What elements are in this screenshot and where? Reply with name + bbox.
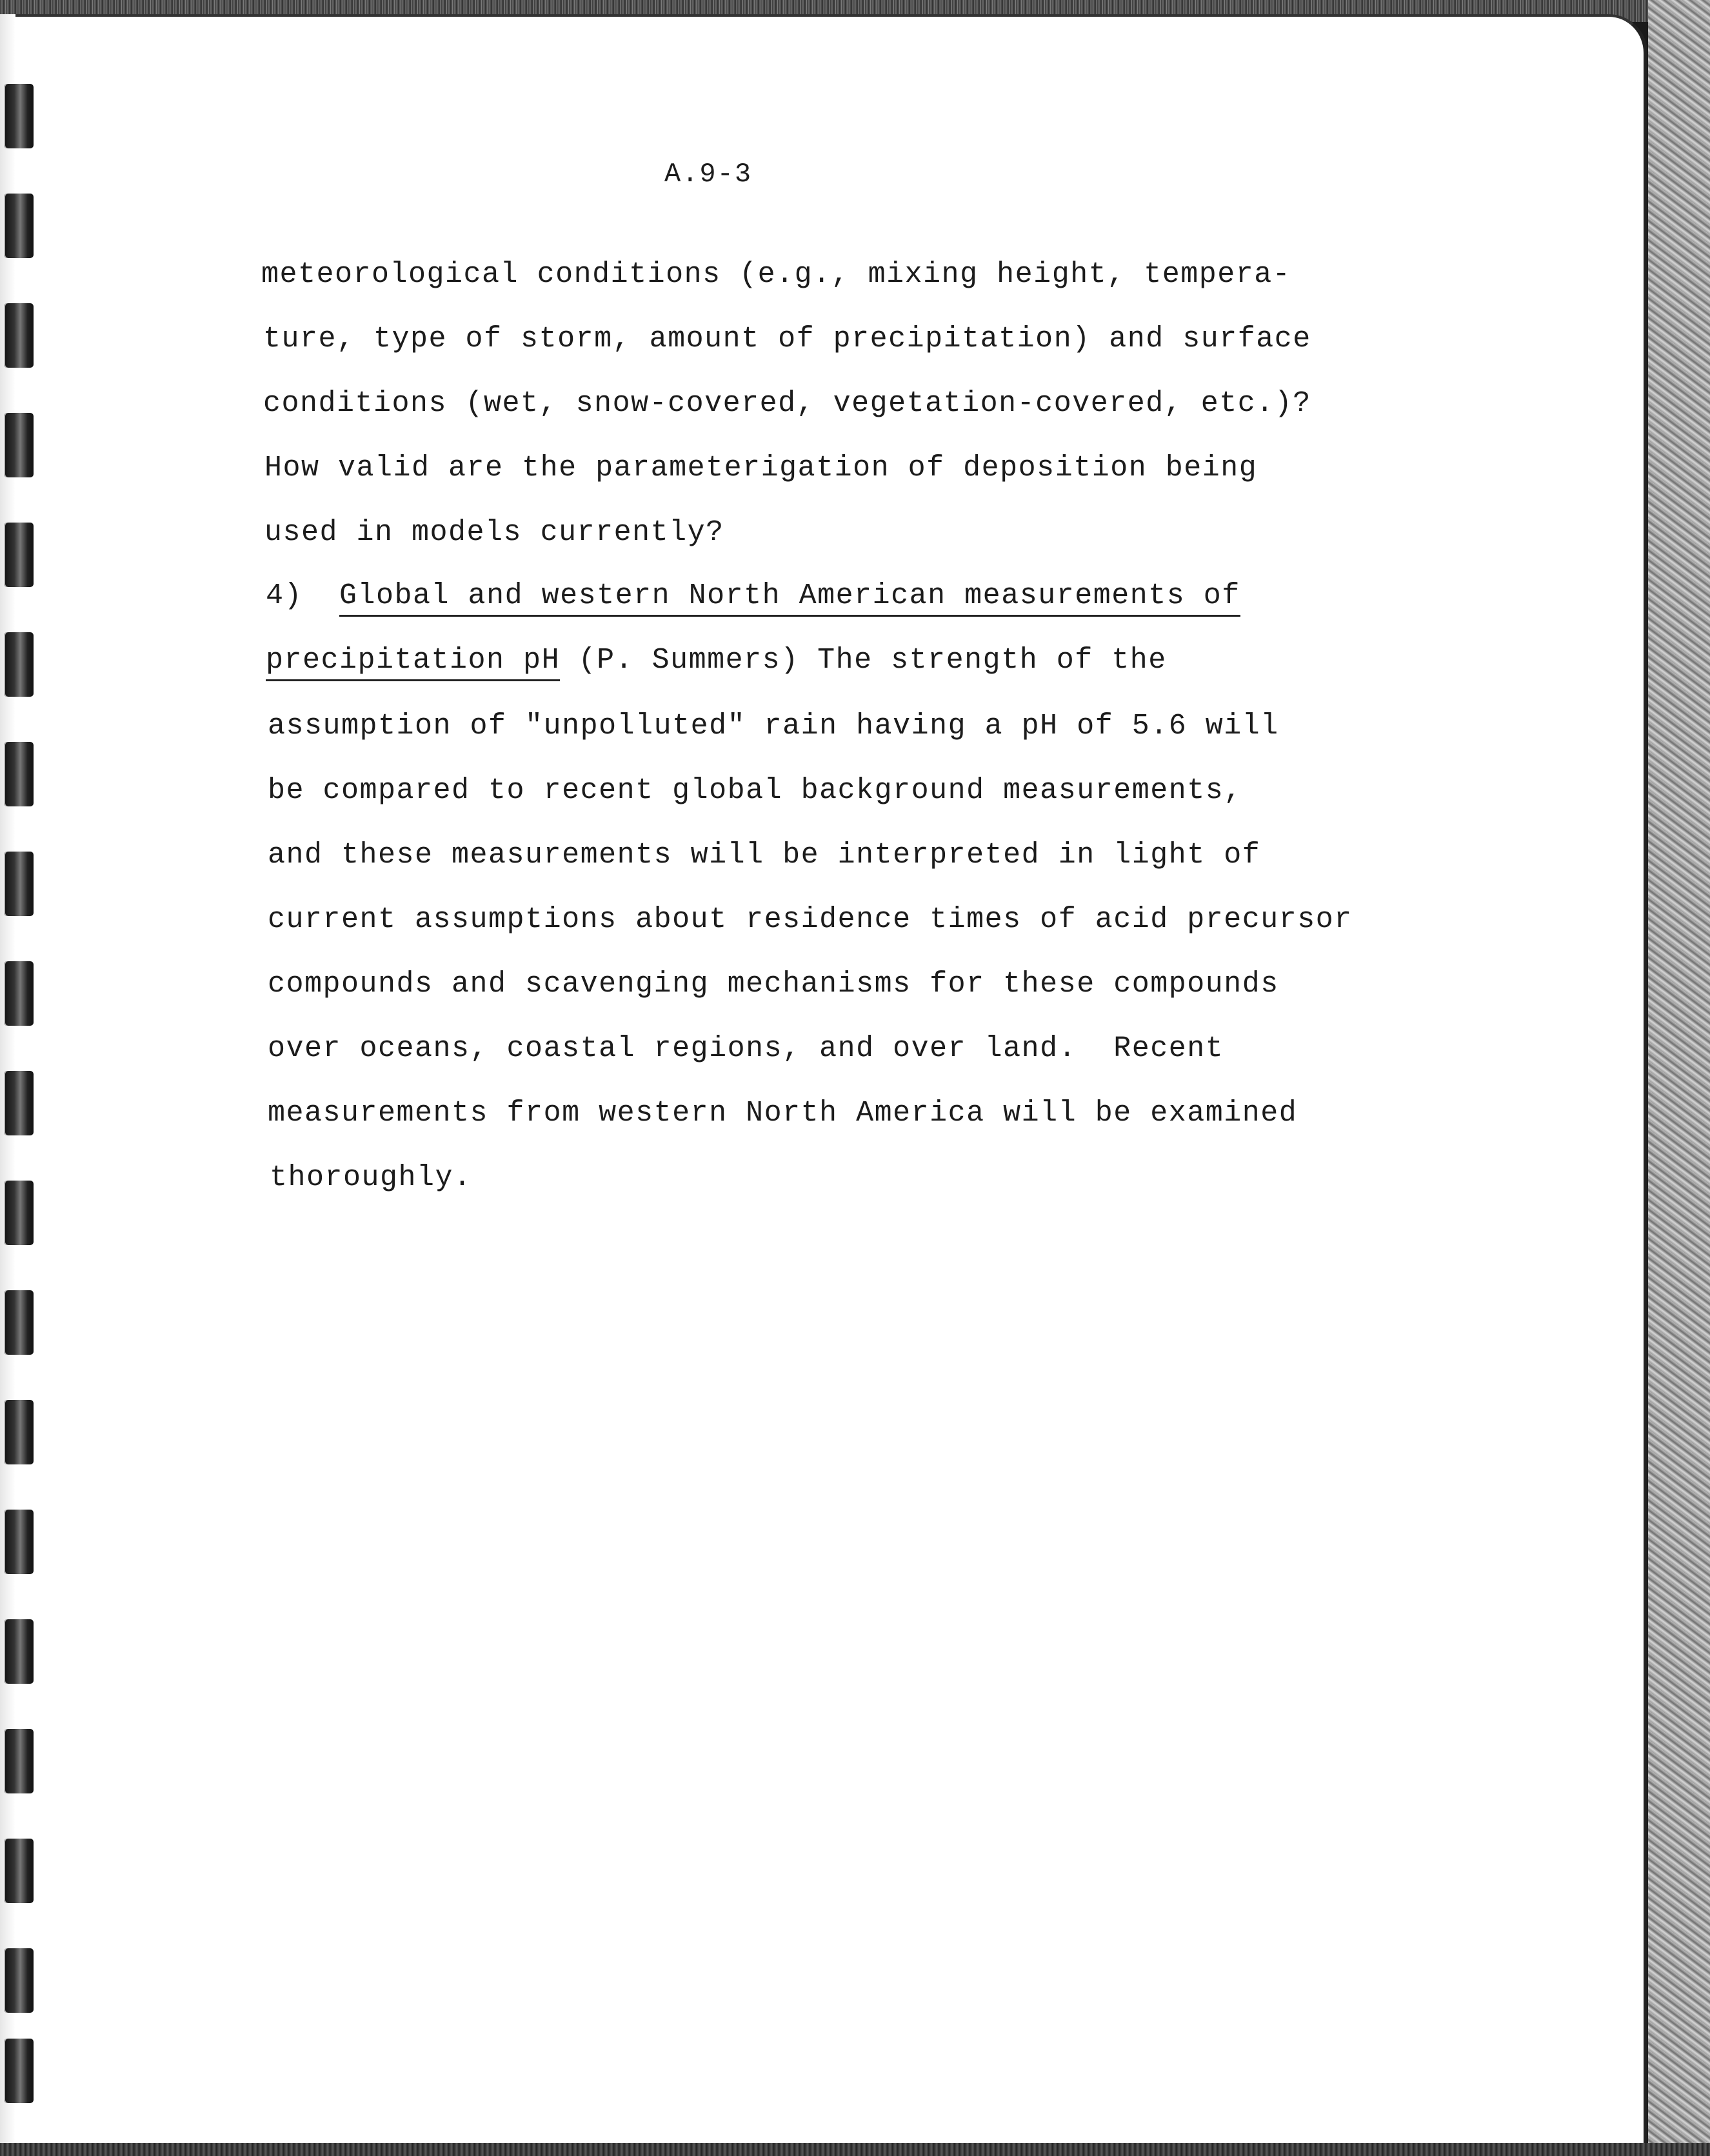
item-4-heading [266, 579, 1240, 612]
binder-hole [4, 1510, 34, 1574]
body-line: over oceans, coastal regions, and over land. Recent [268, 1032, 1224, 1065]
binder-hole [4, 1729, 34, 1793]
binder-hole [4, 413, 34, 477]
item-author-text: (P. Summers) The strength of the [560, 644, 1167, 677]
body-line: How valid are the parameterigation of deposition being [264, 452, 1258, 484]
binder-hole [4, 852, 34, 916]
page-number: A.9-3 [664, 159, 753, 190]
binder-hole [4, 1619, 34, 1684]
body-line: assumption of "unpolluted" rain having a pH of 5.6 will [268, 710, 1279, 743]
binder-hole [4, 2039, 34, 2103]
binder-hole [4, 742, 34, 806]
binder-hole [4, 1071, 34, 1135]
scan-right-edge [1648, 0, 1710, 2156]
binder-hole [4, 84, 34, 148]
body-line: used in models currently? [264, 516, 724, 549]
body-line: thoroughly. [270, 1161, 472, 1194]
scan-bottom-edge [0, 2143, 1710, 2156]
body-line: compounds and scavenging mechanisms for these compounds [268, 968, 1279, 1001]
body-line: ture, type of storm, amount of precipitation) and surface [263, 323, 1311, 355]
binder-holes [0, 0, 45, 2156]
binder-hole [4, 1290, 34, 1355]
item-heading-part2: precipitation pH [266, 644, 560, 681]
binder-hole [4, 1400, 34, 1464]
binder-hole [4, 632, 34, 697]
binder-hole [4, 961, 34, 1026]
body-line: and these measurements will be interpreted in light of [268, 839, 1261, 872]
body-line: measurements from western North America will be examined [268, 1097, 1298, 1130]
body-line: be compared to recent global background measurements, [268, 774, 1242, 807]
binder-hole [4, 303, 34, 368]
item-heading-part1: Global and western North American measurements of [339, 579, 1240, 617]
binder-hole [4, 1839, 34, 1903]
item-4-heading-line2 [266, 644, 1167, 677]
body-line: current assumptions about residence times of acid precursor [268, 903, 1353, 936]
item-marker: 4) [266, 579, 303, 612]
body-line: conditions (wet, snow-covered, vegetation-covered, etc.)? [263, 387, 1311, 420]
binder-hole [4, 1948, 34, 2013]
body-line: meteorological conditions (e.g., mixing height, tempera- [261, 258, 1291, 291]
binder-hole [4, 523, 34, 587]
binder-hole [4, 194, 34, 258]
binder-hole [4, 1181, 34, 1245]
